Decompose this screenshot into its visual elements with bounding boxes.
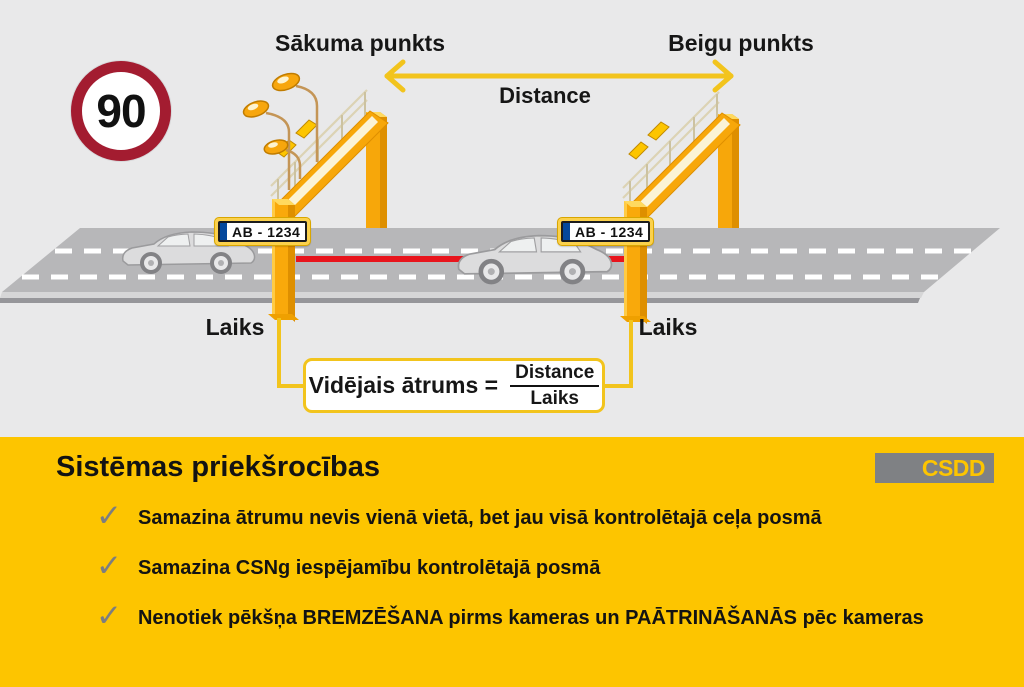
speed-limit-sign-icon: [71, 61, 171, 161]
csdd-logo: CSDD: [875, 453, 994, 483]
check-icon: ✓: [96, 498, 122, 533]
list-item-text: Nenotiek pēkšņa BREMZĒŠANA pirms kameras un PAĀTRINĀŠANĀS pēc kameras: [137, 607, 924, 629]
formula-fraction: [510, 362, 599, 410]
time-label-right: Laiks: [638, 314, 698, 340]
license-plate-left-number: AB - 1234: [232, 223, 301, 240]
license-plate-right: [557, 217, 654, 246]
license-plate-left: [214, 217, 311, 246]
list-item: [96, 548, 924, 583]
eu-strip-icon: [563, 223, 570, 240]
time-label-left: Laiks: [205, 314, 265, 340]
list-item: [96, 598, 924, 633]
advantages-section: [0, 437, 1024, 687]
advantages-title: Sistēmas priekšrocības: [56, 451, 381, 483]
end-point-label: Beigu punkts: [668, 30, 814, 56]
formula-lhs: Vidējais ātrums =: [308, 372, 499, 398]
distance-label: Distance: [499, 83, 591, 108]
list-item-text: Samazina ātrumu nevis vienā vietā, bet jau visā kontrolētajā ceļa posmā: [137, 507, 822, 529]
license-plate-right-inner: [561, 221, 650, 242]
start-point-label: Sākuma punkts: [275, 30, 445, 56]
license-plate-right-number: AB - 1234: [575, 223, 644, 240]
license-plate-left-inner: [218, 221, 307, 242]
speed-limit-value: 90: [96, 85, 146, 137]
average-speed-formula: [303, 358, 605, 413]
check-icon: ✓: [96, 598, 122, 633]
advantages-list: [96, 498, 924, 653]
list-item: [96, 498, 924, 533]
formula-numerator: Distance: [510, 362, 599, 387]
eu-strip-icon: [220, 223, 227, 240]
formula-denominator: Laiks: [530, 387, 579, 409]
list-item-text: Samazina CSNg iespējamību kontrolētajā posmā: [137, 557, 601, 579]
check-icon: ✓: [96, 548, 122, 583]
